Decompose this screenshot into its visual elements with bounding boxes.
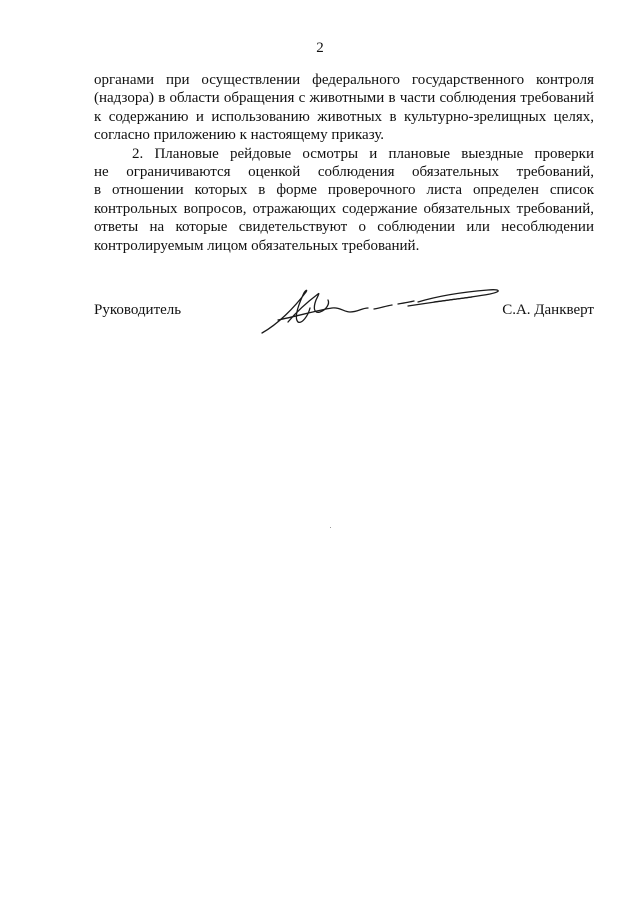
paragraph-1-line: органами при осуществлении федерального государственного контроля (94, 72, 594, 88)
handwritten-signature (258, 286, 508, 336)
paragraph-2 (94, 145, 594, 255)
paragraph-1-line: к содержанию и использованию животных в культурно-зрелищных целях, (94, 108, 594, 125)
paragraph-2-line: в отношении которых в форме проверочного листа определен список (94, 182, 594, 199)
paragraph-1 (94, 71, 594, 145)
paragraph-1-line: (надзора) в области обращения с животными в части соблюдения требований (94, 90, 594, 107)
signatory-title: Руководитель (94, 302, 182, 318)
paragraph-2-line: ответы на которые свидетельствуют о соблюдении или несоблюдении (94, 219, 594, 236)
paragraph-2-line: не ограничиваются оценкой соблюдения обязательных требований, (94, 164, 594, 181)
paragraph-2-line: 2. Плановые рейдовые осмотры и плановые выездные проверки (132, 145, 594, 162)
signature-block (94, 300, 594, 340)
signatory-name: С.А. Данкверт (502, 302, 594, 318)
paragraph-2-line: контрольных вопросов, отражающих содержание обязательных требований, (94, 200, 594, 217)
document-body (94, 71, 594, 255)
scan-speck (330, 527, 331, 528)
paragraph-1-line: согласно приложению к настоящему приказу. (94, 127, 385, 144)
paragraph-2-line: контролируемым лицом обязательных требований. (94, 237, 420, 254)
page-number: 2 (316, 40, 324, 56)
